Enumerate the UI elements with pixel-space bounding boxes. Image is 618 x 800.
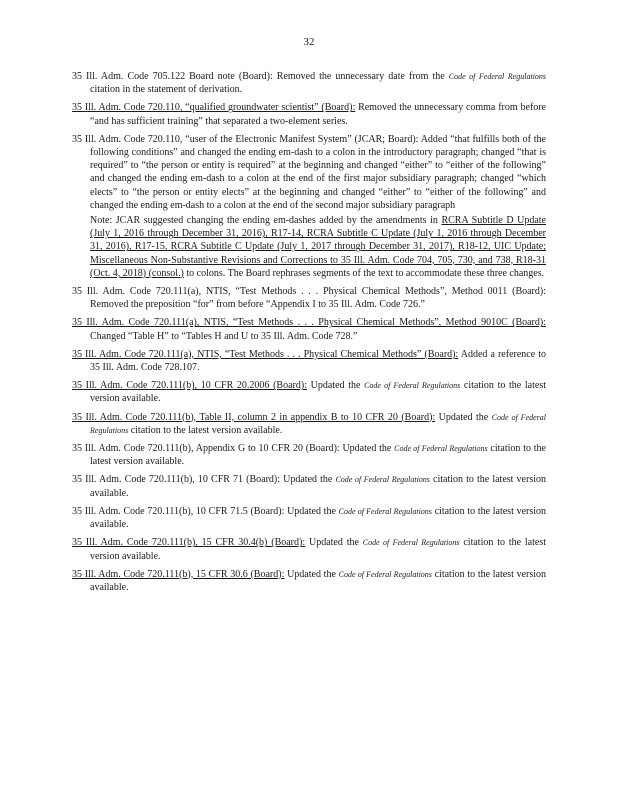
amendment-list — [72, 70, 546, 599]
entry-text: 35 Ill. Adm. Code 705.122 Board note (Board): Removed the unnecessary date from the — [72, 71, 449, 82]
entry-text: 35 Ill. Adm. Code 720.110, “user of the Electronic Manifest System” (JCAR; Board): Added “that fulfills both of the following conditions” and changed the ending em-dash to a colon in the introductory paragraph; changed “that is required” to “the person or entity is required” at the beginning and changed “either” to “either of the following” and changed the ending em-dash to a colon at the end of the first major subsidiary paragraph; changed “which elects” to “the person or entity elects” at the beginning and changed “either” to “either of the following” and changed the ending em-dash to a colon at the end of the second major subsidiary paragraph — [72, 133, 546, 211]
jcar-note — [72, 214, 546, 280]
cfr-italic: Code of Federal Regulations — [394, 444, 488, 454]
entry-text-tail: Added a reference to 35 Ill. Adm. Code 728.107. — [90, 348, 546, 374]
cfr-italic: Code of Federal Regulations — [338, 569, 432, 579]
amendment-entry — [72, 473, 546, 499]
entry-heading-underlined: 35 Ill. Adm. Code 720.111(b), Table II, column 2 in appendix B to 10 CFR 20 (Board): — [72, 411, 436, 423]
entry-text: 35 Ill. Adm. Code 720.111(b), 10 CFR 71 (Board): Updated the — [72, 474, 336, 486]
cfr-italic: Code of Federal Regulations — [90, 412, 547, 435]
amendment-entry — [72, 133, 546, 212]
note-underlined-reference: RCRA Subtitle D Update (July 1, 2016 through December 31, 2016), R17-14, RCRA Subtitle C Update (July 1, 2016 through December 31, 2016), R17-15, RCRA Subtitle C Update (July 1, 2017 through December 31, 2017), R18-12, UIC Update; Miscellaneous Non-Substantive Revisions and Corrections to 35 Ill. Adm. Code 704, 705, 730, and 738, R18-31 (Oct. 4, 2018) (consol.) — [90, 215, 546, 279]
entry-text-tail: citation to the latest version available. — [90, 505, 547, 531]
cfr-italic: Code of Federal Regulations — [362, 538, 460, 548]
note-text: Note: JCAR suggested changing the ending em-dashes added by the amendments in — [90, 215, 442, 227]
entry-text-tail: citation to the latest version available. — [90, 537, 546, 562]
entry-text-tail: citation to the latest version available. — [128, 424, 283, 436]
cfr-italic: Code of Federal Regulations — [448, 72, 546, 81]
entry-text-mid: Updated the — [284, 568, 339, 580]
entry-text-mid: Updated the — [306, 380, 365, 392]
cfr-italic: Code of Federal Regulations — [338, 506, 432, 516]
amendment-entry — [72, 285, 546, 311]
amendment-entry — [72, 379, 546, 405]
entry-text: 35 Ill. Adm. Code 720.111(b), Appendix G to 10 CFR 20 (Board): Updated the — [72, 443, 395, 455]
entry-heading-underlined: 35 Ill. Adm. Code 720.111(a), NTIS, “Test Methods . . . Physical Chemical Methods”, Method 9010C (Board): — [72, 317, 546, 329]
amendment-entry — [72, 442, 546, 468]
amendment-entry — [72, 568, 546, 594]
entry-heading-underlined: 35 Ill. Adm. Code 720.110, “qualified groundwater scientist” (Board): — [72, 102, 356, 114]
cfr-italic: Code of Federal Regulations — [364, 381, 461, 391]
cfr-italic: Code of Federal Regulations — [335, 475, 430, 485]
entry-heading-underlined: 35 Ill. Adm. Code 720.111(b), 10 CFR 20.2006 (Board): — [72, 380, 307, 392]
entry-text-tail: Removed the unnecessary comma from before “and has sufficient training” that separated a two-element series. — [90, 102, 546, 127]
entry-text-tail: Changed “Table H” to “Tables H and U to 35 Ill. Adm. Code 728.” — [90, 330, 358, 342]
amendment-entry — [72, 411, 546, 437]
entry-heading-underlined: 35 Ill. Adm. Code 720.111(b), 15 CFR 30.4(b) (Board): — [72, 537, 306, 549]
entry-text-tail: citation to the latest version available. — [90, 474, 546, 499]
entry-text-tail: citation to the latest version available. — [90, 443, 546, 468]
amendment-entry — [72, 316, 546, 342]
entry-heading-underlined: 35 Ill. Adm. Code 720.111(b), 15 CFR 30.6 (Board): — [72, 568, 285, 580]
entry-text-tail: citation to the latest version available. — [90, 380, 547, 405]
entry-text-mid: Updated the — [435, 411, 492, 423]
entry-heading-underlined: 35 Ill. Adm. Code 720.111(a), NTIS, “Test Methods . . . Physical Chemical Methods” (Board): — [72, 348, 459, 360]
entry-text: 35 Ill. Adm. Code 720.111(a), NTIS, “Test Methods . . . Physical Chemical Methods”, Method 0011 (Board): Removed the preposition “for” from before “Appendix I to 35 Ill. Adm. Code 726.” — [72, 286, 546, 311]
amendment-entry — [72, 536, 546, 562]
amendment-entry — [72, 505, 546, 531]
amendment-entry — [72, 101, 546, 127]
amendment-entry — [72, 70, 546, 96]
page-number: 32 — [303, 36, 315, 48]
note-text-tail: to colons. The Board rephrases segments of the text to accommodate these three changes. — [183, 267, 545, 279]
entry-text-tail: citation to the latest version available. — [90, 568, 547, 593]
entry-text-mid: Updated the — [305, 537, 363, 549]
entry-text-tail: citation in the statement of derivation. — [90, 84, 243, 96]
amendment-entry — [72, 348, 546, 374]
entry-text: 35 Ill. Adm. Code 720.111(b), 10 CFR 71.5 (Board): Updated the — [72, 505, 339, 517]
